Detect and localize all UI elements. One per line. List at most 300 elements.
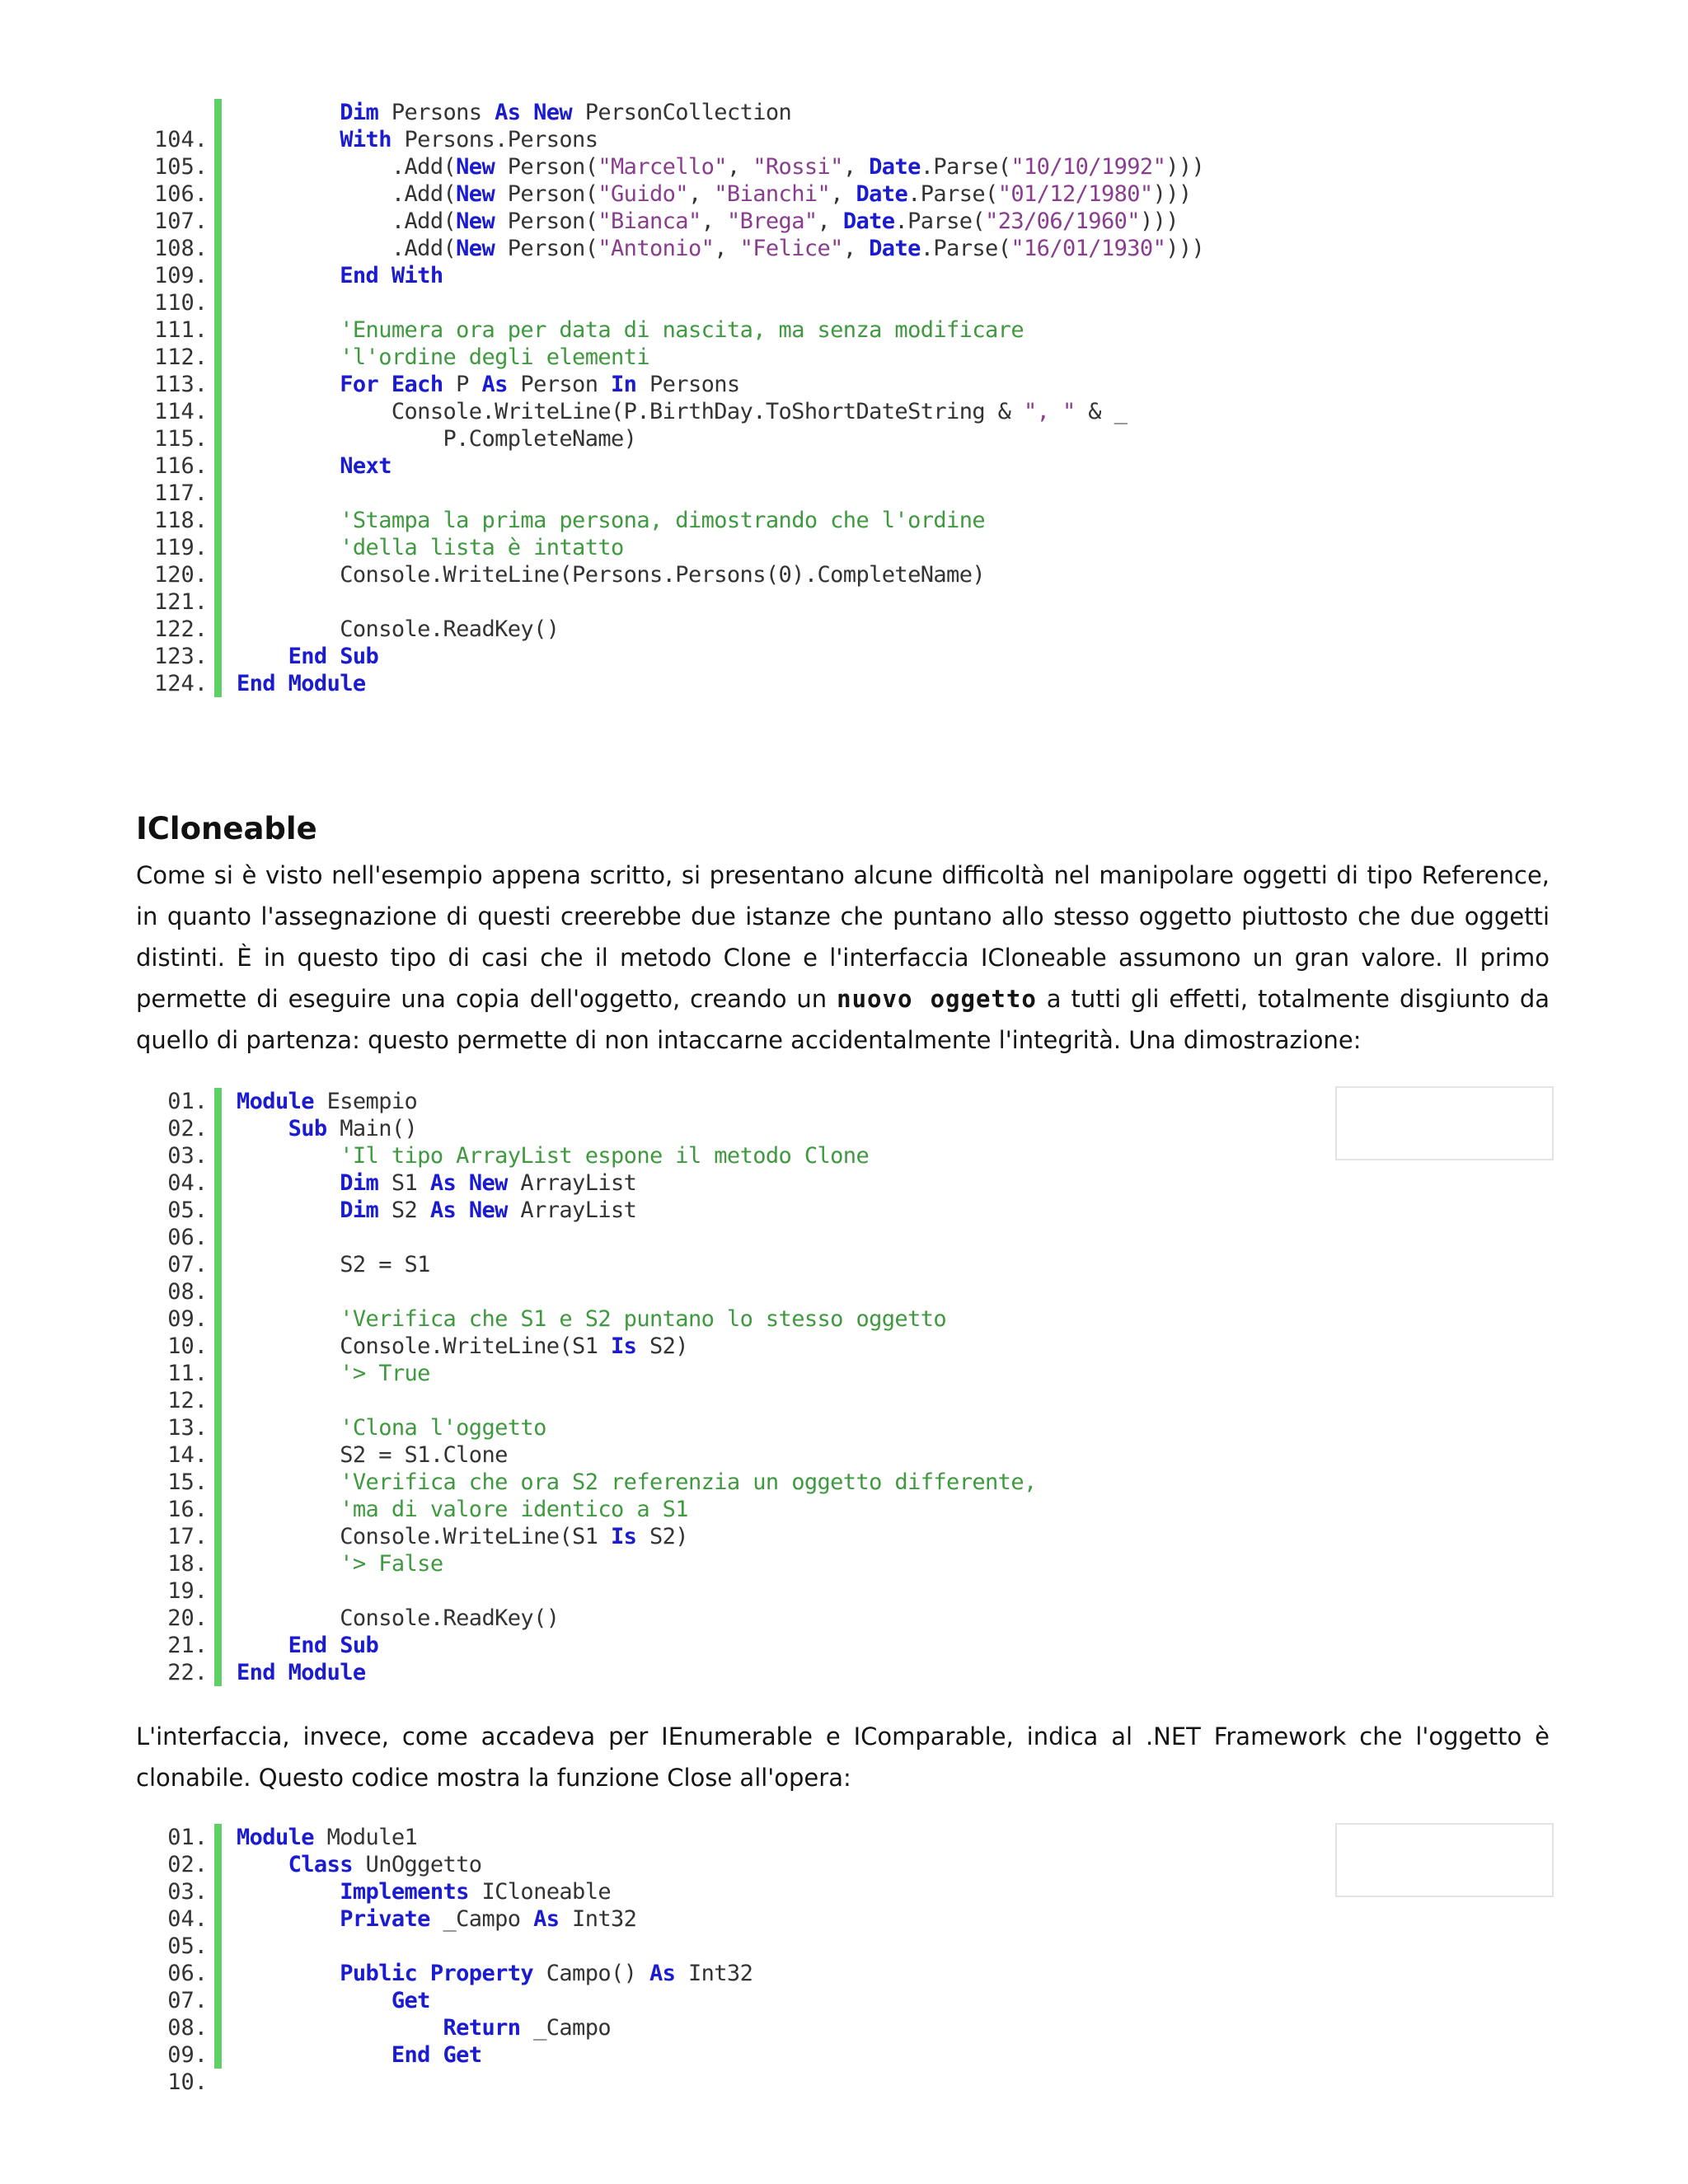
code-token: .Add( <box>237 209 457 234</box>
code-token: "Bianchi" <box>714 181 831 207</box>
code-token: New <box>468 1197 508 1223</box>
code-text <box>222 1660 366 1685</box>
gutter-bar <box>214 235 222 262</box>
gutter-bar <box>214 126 222 153</box>
line-number: 116. <box>153 453 208 479</box>
code-token <box>237 453 340 479</box>
line-number: 111. <box>153 317 208 343</box>
line-number: 11. <box>167 1361 208 1386</box>
code-token <box>237 1415 340 1441</box>
emphasis-text: nuovo oggetto <box>837 985 1037 1013</box>
gutter-bar <box>214 1933 222 1960</box>
gutter-bar <box>214 316 222 344</box>
code-token: Module <box>237 1089 314 1114</box>
code-text <box>222 1252 430 1277</box>
code-token: PersonCollection <box>572 100 792 125</box>
line-number: 04. <box>167 1906 208 1932</box>
line-number: 118. <box>153 508 208 533</box>
code-token: , <box>842 154 870 180</box>
code-token: Private <box>340 1906 430 1932</box>
code-text <box>222 426 636 452</box>
code-token: S2 <box>378 1197 430 1223</box>
gutter-bar <box>214 1387 222 1414</box>
code-token: Date <box>869 236 921 261</box>
code-token: S1 <box>378 1170 430 1196</box>
gutter-bar <box>214 1878 222 1905</box>
code-token: 'della lista è intatto <box>340 535 624 560</box>
code-token: _Campo <box>520 2015 612 2041</box>
code-line <box>124 425 1558 452</box>
code-token <box>456 1170 469 1196</box>
code-token: As <box>481 372 508 397</box>
code-token: "Marcello" <box>598 154 727 180</box>
code-token: ))) <box>1139 209 1179 234</box>
code-token: S2 = S1 <box>237 1252 430 1277</box>
line-number: 05. <box>167 1933 208 1959</box>
code-line <box>124 262 1558 289</box>
gutter-bar <box>214 1851 222 1878</box>
code-token: & _ <box>1075 399 1128 424</box>
line-number: 19. <box>167 1578 208 1604</box>
code-line <box>124 344 1558 371</box>
code-token: For Each <box>340 372 443 397</box>
gutter-bar <box>214 1469 222 1496</box>
code-token: "Felice" <box>739 236 843 261</box>
code-token <box>237 317 340 343</box>
code-line <box>124 1169 1558 1197</box>
code-token <box>237 2015 443 2041</box>
code-token: "23/06/1960" <box>985 209 1140 234</box>
code-token: Person( <box>495 181 598 207</box>
line-number: 02. <box>167 1116 208 1141</box>
code-text <box>222 1469 1037 1495</box>
code-text <box>222 508 985 533</box>
code-text <box>222 344 649 370</box>
code-line <box>124 1360 1558 1387</box>
code-token: Esempio <box>313 1089 418 1114</box>
code-token: Module <box>237 1825 314 1850</box>
line-number: 03. <box>167 1143 208 1169</box>
gutter-bar <box>214 480 222 507</box>
code-token: End Module <box>237 1660 366 1685</box>
code-line <box>124 371 1558 398</box>
code-token <box>237 100 340 125</box>
code-line <box>124 1523 1558 1550</box>
code-token: P <box>443 372 482 397</box>
code-text <box>222 671 366 696</box>
line-number: 20. <box>167 1605 208 1631</box>
gutter-bar <box>214 1305 222 1333</box>
code-token: .Add( <box>237 181 457 207</box>
code-token: , <box>701 209 727 234</box>
code-token: Int32 <box>559 1906 637 1932</box>
code-token: Person( <box>495 154 598 180</box>
line-number: 08. <box>167 1279 208 1305</box>
code-text <box>222 1333 688 1359</box>
code-line <box>124 1251 1558 1278</box>
code-token <box>237 644 288 669</box>
code-token: "Guido" <box>598 181 688 207</box>
gutter-bar <box>214 208 222 235</box>
gutter-bar <box>214 1360 222 1387</box>
gutter-bar <box>214 99 222 126</box>
gutter-bar <box>214 289 222 316</box>
line-number: 12. <box>167 1388 208 1413</box>
code-token <box>237 263 340 288</box>
code-token: 'Verifica che ora S2 referenzia un oggetto differente, <box>340 1469 1037 1495</box>
code-token: , <box>714 236 740 261</box>
code-token <box>237 1197 340 1223</box>
gutter-bar <box>214 1496 222 1523</box>
code-text <box>222 100 791 125</box>
line-number: 120. <box>153 562 208 588</box>
code-line <box>124 480 1558 507</box>
section-title: ICloneable <box>136 811 317 846</box>
gutter-bar <box>214 344 222 371</box>
code-token <box>237 508 340 533</box>
code-text <box>222 154 1204 180</box>
code-text <box>222 1988 430 2013</box>
code-token <box>237 1879 340 1905</box>
code-text <box>222 399 1127 424</box>
code-line <box>124 1987 1558 2014</box>
code-token: Person( <box>495 209 598 234</box>
code-line <box>124 452 1558 480</box>
line-number: 01. <box>167 1089 208 1114</box>
code-token: 'Il tipo ArrayList espone il metodo Clone <box>340 1143 870 1169</box>
code-token: , <box>830 181 856 207</box>
line-number: 106. <box>153 181 208 207</box>
line-number: 09. <box>167 2042 208 2068</box>
line-number: 123. <box>153 644 208 669</box>
code-line <box>124 1577 1558 1605</box>
line-number: 07. <box>167 1252 208 1277</box>
line-number: 15. <box>167 1469 208 1495</box>
code-token <box>237 535 340 560</box>
code-text <box>222 1961 753 1986</box>
line-number: 02. <box>167 1852 208 1877</box>
code-text <box>222 127 598 152</box>
code-token: ArrayList <box>507 1197 637 1223</box>
line-number: 09. <box>167 1306 208 1332</box>
code-text <box>222 1361 430 1386</box>
code-token: New <box>533 100 573 125</box>
gutter-bar <box>214 616 222 643</box>
line-number: 06. <box>167 1961 208 1986</box>
line-number: 112. <box>153 344 208 370</box>
code-token: In <box>611 372 637 397</box>
line-number: 107. <box>153 209 208 234</box>
line-number: 13. <box>167 1415 208 1441</box>
gutter-bar <box>214 1577 222 1605</box>
code-token: Is <box>611 1333 637 1359</box>
code-token: Console.ReadKey() <box>237 616 560 642</box>
code-line <box>124 1659 1558 1686</box>
line-number: 122. <box>153 616 208 642</box>
code-token: End Sub <box>288 1633 379 1658</box>
code-line <box>124 1905 1558 1933</box>
gutter-bar <box>214 588 222 616</box>
code-text <box>222 453 392 479</box>
gutter-bar <box>214 1169 222 1197</box>
gutter-bar <box>214 1905 222 1933</box>
code-token: S2 = S1.Clone <box>237 1442 508 1468</box>
code-token <box>237 1906 340 1932</box>
placeholder-box <box>1335 1823 1554 1897</box>
code-token <box>237 1170 340 1196</box>
gutter-bar <box>214 1632 222 1659</box>
code-token: ICloneable <box>468 1879 612 1905</box>
code-token: Main() <box>326 1116 418 1141</box>
code-token: , <box>687 181 715 207</box>
code-token: 'Verifica che S1 e S2 puntano lo stesso oggetto <box>340 1306 947 1332</box>
code-token: "Antonio" <box>598 236 715 261</box>
gutter-bar <box>214 507 222 534</box>
line-number: 03. <box>167 1879 208 1905</box>
code-token: , <box>817 209 843 234</box>
code-token: '> True <box>340 1361 430 1386</box>
code-token: Sub <box>288 1116 327 1141</box>
code-line <box>124 1224 1558 1251</box>
code-token: Class <box>288 1852 353 1877</box>
line-number: 105. <box>153 154 208 180</box>
cut-line-number: 10. <box>167 2069 208 2095</box>
gutter-bar <box>214 534 222 561</box>
code-token <box>237 1852 288 1877</box>
code-token: .Add( <box>237 236 457 261</box>
code-text <box>222 2015 611 2041</box>
code-line <box>124 1441 1558 1469</box>
line-number: 104. <box>153 127 208 152</box>
gutter-bar <box>214 1142 222 1169</box>
gutter-bar <box>214 2014 222 2041</box>
code-token <box>237 1469 340 1495</box>
code-token: .Parse( <box>907 181 998 207</box>
code-token: 'Stampa la prima persona, dimostrando che l'ordine <box>340 508 986 533</box>
code-text <box>222 209 1179 234</box>
code-token: .Add( <box>237 154 457 180</box>
code-token: 'Enumera ora per data di nascita, ma senza modificare <box>340 317 1024 343</box>
code-line <box>124 126 1558 153</box>
code-text <box>222 1306 946 1332</box>
gutter-bar <box>214 1987 222 2014</box>
code-line <box>124 1632 1558 1659</box>
line-number: 14. <box>167 1442 208 1468</box>
code-token: Get <box>391 1988 430 2013</box>
code-token: Person <box>507 372 612 397</box>
gutter-bar <box>214 2041 222 2069</box>
code-token: End Module <box>237 671 366 696</box>
code-text <box>222 1497 688 1522</box>
code-line <box>124 180 1558 208</box>
code-line <box>124 1550 1558 1577</box>
code-line <box>124 153 1558 180</box>
code-text <box>222 1415 546 1441</box>
code-text <box>222 317 1024 343</box>
code-token: As <box>533 1906 560 1932</box>
code-line <box>124 1414 1558 1441</box>
line-number: 21. <box>167 1633 208 1658</box>
code-token <box>237 372 340 397</box>
code-token: Implements <box>340 1879 469 1905</box>
code-token: Date <box>856 181 908 207</box>
code-line <box>124 1197 1558 1224</box>
code-line <box>124 1933 1558 1960</box>
code-token: As <box>495 100 521 125</box>
code-token: New <box>456 181 495 207</box>
code-line <box>124 2014 1558 2041</box>
code-line <box>124 588 1558 616</box>
gutter-bar <box>214 425 222 452</box>
code-token: Persons <box>636 372 740 397</box>
gutter-bar <box>214 643 222 670</box>
code-line <box>124 1496 1558 1523</box>
code-token: , <box>842 236 870 261</box>
code-token: Console.WriteLine(Persons.Persons(0).CompleteName) <box>237 562 986 588</box>
code-token: 'l'ordine degli elementi <box>340 344 649 370</box>
code-token <box>237 1497 340 1522</box>
line-number: 01. <box>167 1825 208 1850</box>
gutter-bar <box>214 1441 222 1469</box>
code-token: Dim <box>340 100 379 125</box>
code-token <box>456 1197 469 1223</box>
gutter-bar <box>214 398 222 425</box>
code-token: End Sub <box>288 644 379 669</box>
code-text <box>222 1170 636 1196</box>
code-token: As <box>429 1197 457 1223</box>
code-text <box>222 1633 378 1658</box>
code-token: Int32 <box>675 1961 753 1986</box>
code-token: Is <box>611 1524 637 1549</box>
code-token: 'ma di valore identico a S1 <box>340 1497 688 1522</box>
code-token: ", " <box>1023 399 1076 424</box>
code-token <box>237 127 340 152</box>
code-line <box>124 289 1558 316</box>
code-token: Persons.Persons <box>391 127 598 152</box>
line-number: 115. <box>153 426 208 452</box>
code-token: "16/01/1930" <box>1010 236 1166 261</box>
gutter-bar <box>214 561 222 588</box>
code-token: End Get <box>391 2042 482 2068</box>
code-token: Console.WriteLine(P.BirthDay.ToShortDateString & <box>237 399 1024 424</box>
code-token: Dim <box>340 1197 379 1223</box>
gutter-bar <box>214 1550 222 1577</box>
code-text <box>222 644 378 669</box>
code-line <box>124 2041 1558 2069</box>
code-token: Campo() <box>533 1961 649 1986</box>
code-token: End With <box>340 263 443 288</box>
code-text <box>222 2042 481 2068</box>
code-text <box>222 1442 508 1468</box>
code-line <box>124 1278 1558 1305</box>
code-token: "Rossi" <box>753 154 843 180</box>
gutter-bar <box>214 262 222 289</box>
code-line <box>124 643 1558 670</box>
code-token: Persons <box>378 100 495 125</box>
code-token: New <box>456 154 495 180</box>
paragraph-text: Come si è visto nell'esempio appena scritto, si presentano alcune difficoltà nel manipolare oggetti di tipo Reference, in quanto l'assegnazione di questi creerebbe due istanze che puntano allo stesso oggetto piuttosto che due oggetti distinti. È in questo tipo di casi che il metodo Clone e l'interfaccia ICloneable assumono un gran valore. Il primo permette di eseguire una copia dell'oggetto, creando un <box>136 861 1550 1013</box>
line-number: 06. <box>167 1225 208 1250</box>
code-token: .Parse( <box>920 236 1011 261</box>
gutter-bar <box>214 1414 222 1441</box>
code-line <box>124 1305 1558 1333</box>
gutter-bar <box>214 1088 222 1115</box>
code-block-enumeration <box>124 99 1558 697</box>
gutter-bar <box>214 670 222 697</box>
line-number: 109. <box>153 263 208 288</box>
code-token: "01/12/1980" <box>997 181 1153 207</box>
code-token: _Campo <box>429 1906 534 1932</box>
line-number: 08. <box>167 2015 208 2041</box>
line-number: 124. <box>153 671 208 696</box>
code-line <box>124 616 1558 643</box>
code-token: ))) <box>1152 181 1192 207</box>
code-token <box>237 1361 340 1386</box>
code-text <box>222 1116 417 1141</box>
code-token: Next <box>340 453 392 479</box>
code-line <box>124 1469 1558 1496</box>
gutter-bar <box>214 1605 222 1632</box>
code-line <box>124 398 1558 425</box>
code-token: New <box>456 209 495 234</box>
line-number: 10. <box>167 1333 208 1359</box>
code-token: S2) <box>636 1333 688 1359</box>
line-number: 119. <box>153 535 208 560</box>
code-token <box>520 100 533 125</box>
code-token: "Bianca" <box>598 209 701 234</box>
code-token: New <box>468 1170 508 1196</box>
code-text <box>222 1906 636 1932</box>
line-number: 07. <box>167 1988 208 2013</box>
code-token: Console.WriteLine(S1 <box>237 1333 612 1359</box>
gutter-bar <box>214 1278 222 1305</box>
code-line <box>124 316 1558 344</box>
code-token: "10/10/1992" <box>1010 154 1166 180</box>
code-token <box>237 344 340 370</box>
line-number: 17. <box>167 1524 208 1549</box>
paragraph-text: a tutti gli effetti, totalmente disgiunto da quello di partenza: questo permette di non intaccarne accidentalmente l'integrità. Una dimostrazione: <box>136 985 1550 1054</box>
placeholder-box <box>1335 1086 1554 1160</box>
line-number: 04. <box>167 1170 208 1196</box>
code-token: "Brega" <box>726 209 818 234</box>
code-line <box>124 208 1558 235</box>
code-text <box>222 562 985 588</box>
code-token: Dim <box>340 1170 379 1196</box>
code-token: .Parse( <box>920 154 1011 180</box>
code-text <box>222 535 624 560</box>
gutter-bar <box>214 180 222 208</box>
gutter-bar <box>214 1824 222 1851</box>
code-text <box>222 372 740 397</box>
gutter-bar <box>214 1960 222 1987</box>
code-text <box>222 1143 869 1169</box>
code-text <box>222 1825 417 1850</box>
code-token: UnOggetto <box>352 1852 482 1877</box>
line-number: 121. <box>153 589 208 615</box>
code-line <box>124 1387 1558 1414</box>
code-token <box>237 1116 288 1141</box>
code-token: S2) <box>636 1524 688 1549</box>
gutter-bar <box>214 153 222 180</box>
code-token: '> False <box>340 1551 443 1577</box>
code-line <box>124 1605 1558 1632</box>
code-text <box>222 1524 688 1549</box>
line-number: 113. <box>153 372 208 397</box>
code-token: ))) <box>1165 236 1205 261</box>
code-block-clone-example <box>124 1088 1558 1686</box>
code-token: Console.ReadKey() <box>237 1605 560 1631</box>
line-number: 05. <box>167 1197 208 1223</box>
